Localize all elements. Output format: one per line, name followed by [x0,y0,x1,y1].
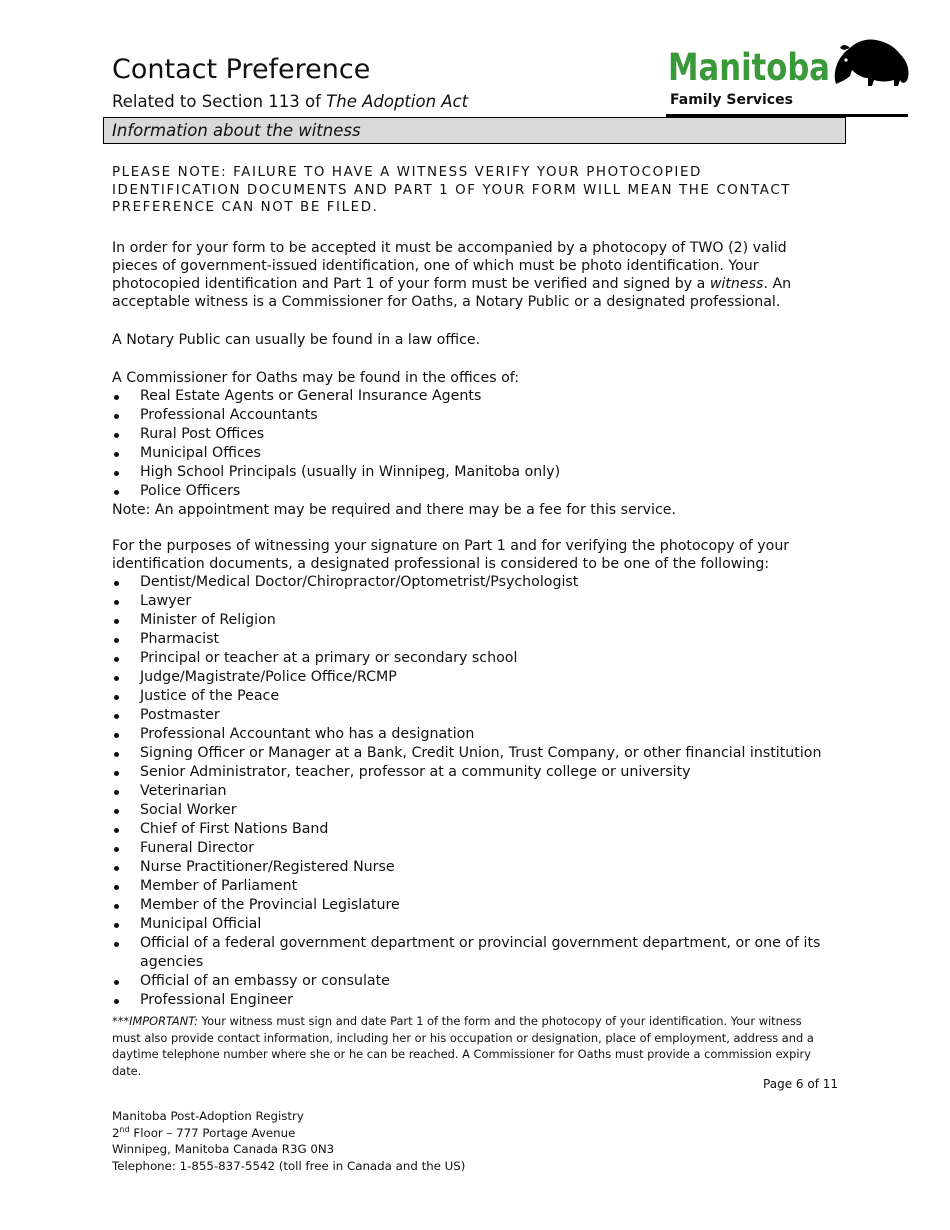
list-item: Principal or teacher at a primary or secondary school [112,649,832,668]
page-number: Page 6 of 11 [763,1077,838,1091]
list-item: Member of Parliament [112,877,832,896]
bison-icon [835,39,909,86]
list-item: Municipal Official [112,915,832,934]
important-label: ***IMPORTANT: [112,1014,198,1028]
subtitle-act: The Adoption Act [326,92,469,111]
notary-paragraph: A Notary Public can usually be found in a law office. [112,331,481,348]
list-item: Official of an embassy or consulate [112,972,832,991]
intro-witness: witness [709,275,764,292]
list-item: Professional Engineer [112,991,832,1010]
footer-floor: 2nd Floor – 777 Portage Avenue [112,1124,296,1140]
list-item: Justice of the Peace [112,687,832,706]
list-item: Chief of First Nations Band [112,820,832,839]
manitoba-logo [664,34,912,114]
important-text: Your witness must sign and date Part 1 of the form and the photocopy of your identification. Your witness must also provide contact information, including her or his occupation or designation, place of employment, address and a daytime telephone number where she or he can be reached. A Commissioner for Oaths must provide a commission expiry date. [112,1014,814,1078]
logo-tagline: Family Services [670,92,793,108]
list-item: Veterinarian [112,782,832,801]
fee-note: Note: An appointment may be required and there may be a fee for this service. [112,501,677,518]
list-item: Professional Accountants [112,406,832,425]
list-item: High School Principals (usually in Winnipeg, Manitoba only) [112,463,832,482]
footer-org: Manitoba Post-Adoption Registry [112,1109,304,1123]
list-item: Rural Post Offices [112,425,832,444]
list-item: Postmaster [112,706,832,725]
list-item: Professional Accountant who has a designation [112,725,832,744]
commissioner-list [112,387,832,501]
list-item: Signing Officer or Manager at a Bank, Credit Union, Trust Company, or other financial institution [112,744,832,763]
body-content [112,164,832,1010]
list-item: Pharmacist [112,630,832,649]
intro-text-after: . An acceptable witness is a Commissioner for Oaths, a Notary Public or a designated professional. [112,275,792,310]
list-item: Dentist/Medical Doctor/Chiropractor/Optometrist/Psychologist [112,573,832,592]
list-item: Lawyer [112,592,832,611]
list-item: Member of the Provincial Legislature [112,896,832,915]
subtitle-prefix: Related to Section 113 of [112,92,327,111]
footer-address [112,1108,465,1174]
list-item: Real Estate Agents or General Insurance Agents [112,387,832,406]
intro-paragraph [112,239,832,311]
list-item: Senior Administrator, teacher, professor at a community college or university [112,763,832,782]
designated-list [112,573,832,1010]
list-item: Municipal Offices [112,444,832,463]
intro-text-before: In order for your form to be accepted it must be accompanied by a photocopy of TWO (2) valid pieces of government-issued identification, one of which must be photo identification. Your photocopied identification and Part 1 of your form must be verified and signed by a [112,239,787,292]
list-item: Social Worker [112,801,832,820]
footer-phone: Telephone: 1-855-837-5542 (toll free in Canada and the US) [112,1158,466,1173]
designated-intro: For the purposes of witnessing your signature on Part 1 and for verifying the photocopy of your identification documents, a designated professional is considered to be one of the following: [112,537,790,572]
list-item: Judge/Magistrate/Police Office/RCMP [112,668,832,687]
page-title: Contact Preference [112,54,371,85]
notice-text: PLEASE NOTE: FAILURE TO HAVE A WITNESS VERIFY YOUR PHOTOCOPIED IDENTIFICATION DOCUMENTS AND PART 1 OF YOUR FORM WILL MEAN THE CONTACT PREFERENCE CAN NOT BE FILED. [112,165,792,215]
commissioner-intro: A Commissioner for Oaths may be found in the offices of: [112,369,520,386]
important-note [112,1013,832,1079]
list-item: Nurse Practitioner/Registered Nurse [112,858,832,877]
list-item: Funeral Director [112,839,832,858]
footer-city: Winnipeg, Manitoba Canada R3G 0N3 [112,1142,335,1156]
logo-wordmark: Manitoba [668,46,830,89]
list-item: Official of a federal government department or provincial government department, or one of its agencies [112,934,832,972]
section-heading: Information about the witness [103,117,846,144]
page-subtitle [112,91,468,113]
list-item: Police Officers [112,482,832,501]
list-item: Minister of Religion [112,611,832,630]
